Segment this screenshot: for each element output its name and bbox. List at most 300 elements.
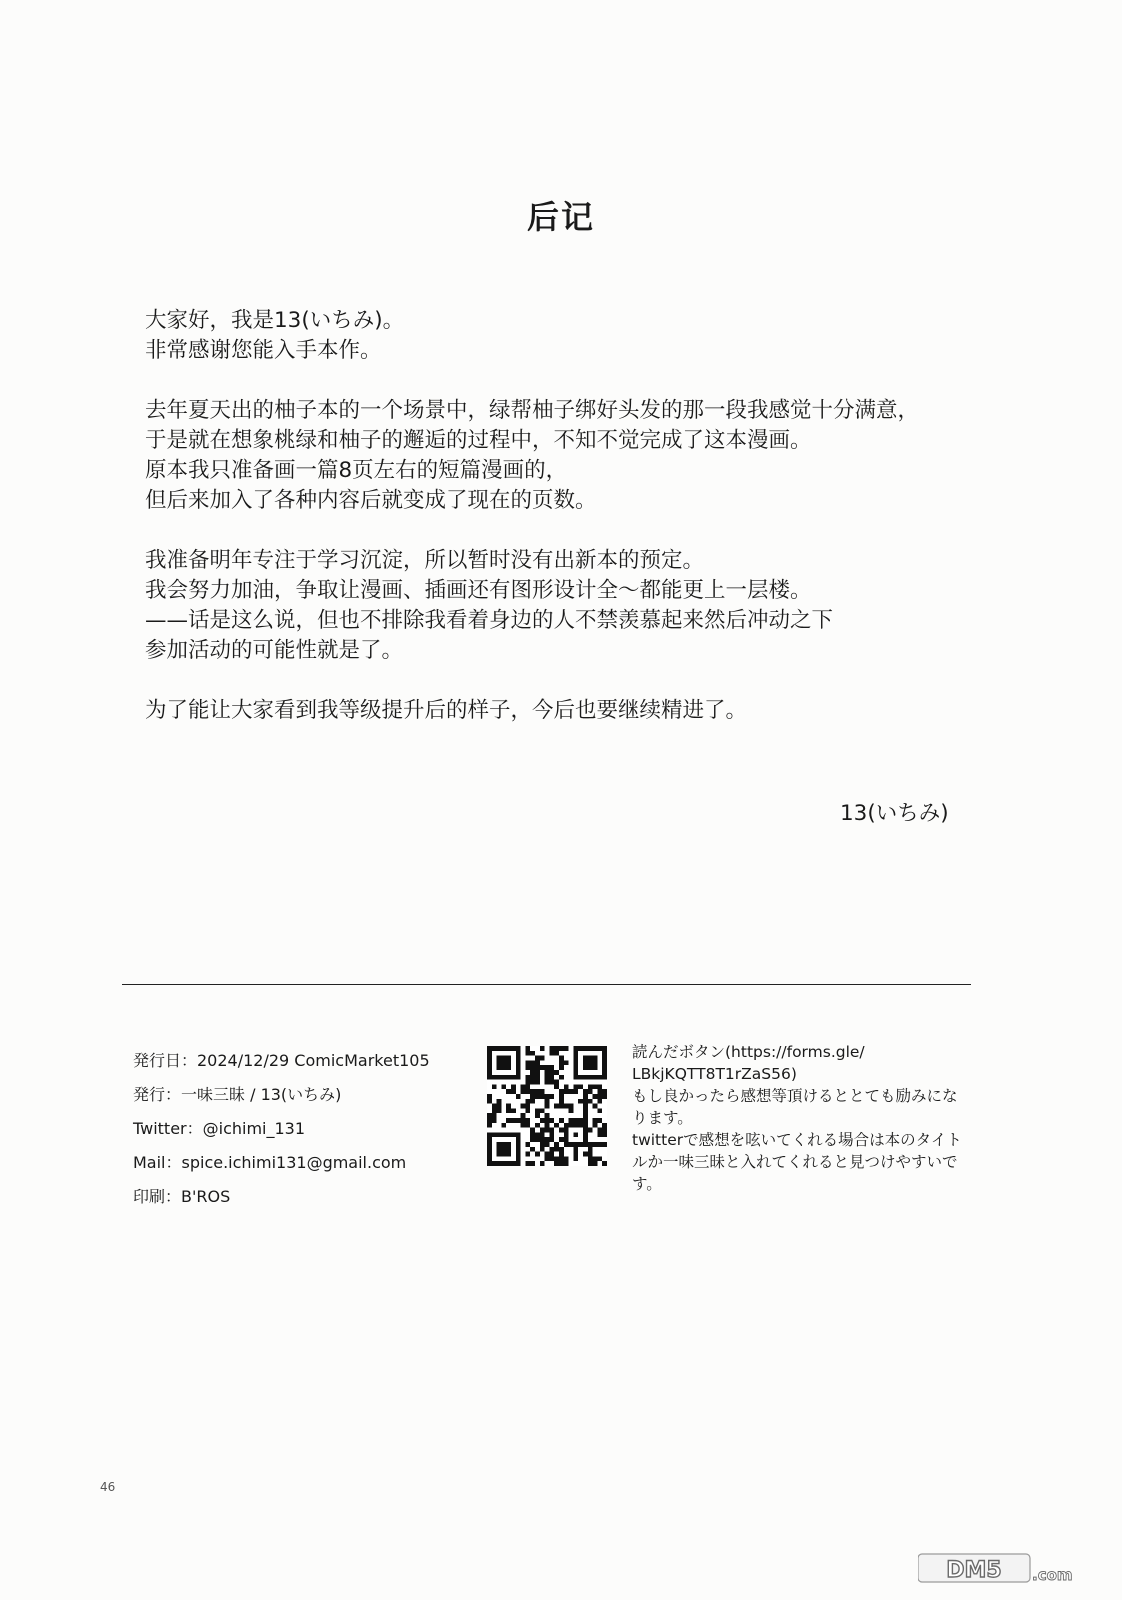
qr-module [554,1070,559,1075]
qr-module [573,1152,578,1157]
qr-module [569,1142,574,1147]
qr-module [535,1094,540,1099]
svg-text:DM5: DM5 [946,1558,1002,1583]
qr-module [545,1075,550,1080]
qr-module [540,1118,545,1123]
page-number: 46 [100,1480,116,1494]
qr-module [549,1070,554,1075]
qr-module [593,1060,598,1065]
qr-module [535,1075,540,1080]
qr-module [492,1046,497,1051]
qr-module [501,1152,506,1157]
qr-module [497,1056,502,1061]
text-line: 去年夏天出的柚子本的一个场景中，绿帮柚子绑好头发的那一段我感觉十分满意， [145,398,920,423]
qr-module [525,1161,530,1166]
qr-module [597,1075,602,1080]
qr-module [501,1142,506,1147]
qr-module [564,1142,569,1147]
qr-module [506,1142,511,1147]
qr-module [597,1046,602,1051]
qr-module [487,1152,492,1157]
qr-module [593,1046,598,1051]
text-line: 原本我只准备画一篇8页左右的短篇漫画的， [145,458,568,483]
qr-module [583,1132,588,1137]
qr-module [549,1132,554,1137]
qr-module [559,1060,564,1065]
qr-module [593,1075,598,1080]
qr-module [583,1123,588,1128]
qr-module [559,1046,564,1051]
qr-module [583,1108,588,1113]
qr-module [573,1123,578,1128]
qr-module [554,1161,559,1166]
qr-module [525,1089,530,1094]
qr-module [516,1051,521,1056]
qr-module [511,1046,516,1051]
qr-module [506,1104,511,1109]
qr-module [506,1046,511,1051]
qr-module [545,1070,550,1075]
qr-module [525,1060,530,1065]
qr-module [559,1128,564,1133]
qr-module [506,1108,511,1113]
qr-module [525,1108,530,1113]
qr-module [597,1132,602,1137]
qr-module [506,1065,511,1070]
qr-module [545,1118,550,1123]
qr-module [593,1156,598,1161]
qr-module [549,1152,554,1157]
qr-module [487,1156,492,1161]
paragraph-plans [145,546,1005,666]
qr-module [521,1104,526,1109]
qr-module [521,1084,526,1089]
qr-module [535,1132,540,1137]
qr-module [545,1099,550,1104]
qr-module [569,1104,574,1109]
text-line: 参加活动的可能性就是了。 [145,638,404,663]
qr-module [602,1056,607,1061]
feedback-line: もし良かったら感想等頂けるととても励みにな [632,1087,958,1105]
qr-module [578,1123,583,1128]
qr-module [530,1147,535,1152]
feedback-note [632,1041,992,1195]
qr-module [588,1084,593,1089]
qr-module [583,1065,588,1070]
qr-module [540,1147,545,1152]
qr-module [501,1123,506,1128]
qr-module [530,1094,535,1099]
qr-module [559,1094,564,1099]
qr-module [501,1046,506,1051]
colophon [133,1044,430,1214]
qr-module [525,1046,530,1051]
qr-module [593,1056,598,1061]
qr-module [583,1152,588,1157]
qr-module [535,1080,540,1085]
qr-module [487,1142,492,1147]
qr-module [545,1142,550,1147]
qr-module [497,1065,502,1070]
qr-module [487,1137,492,1142]
qr-module [564,1084,569,1089]
colophon-twitter: Twitter：@ichimi_131 [133,1119,306,1138]
qr-module [535,1113,540,1118]
qr-module [487,1070,492,1075]
qr-module [588,1128,593,1133]
qr-module [597,1128,602,1133]
svg-text:.com: .com [1032,1566,1073,1584]
qr-module [573,1051,578,1056]
qr-module [506,1060,511,1065]
qr-module [559,1152,564,1157]
qr-module [540,1056,545,1061]
colophon-publisher: 発行：一味三昧 / 13(いちみ) [133,1085,342,1104]
qr-module [588,1099,593,1104]
qr-module [530,1099,535,1104]
text-line: 为了能让大家看到我等级提升后的样子，今后也要继续精进了。 [145,698,748,723]
feedback-line: twitterで感想を呟いてくれる場合は本のタイト [632,1131,962,1149]
qr-module [511,1118,516,1123]
qr-module [516,1060,521,1065]
qr-module [554,1046,559,1051]
qr-module [602,1132,607,1137]
qr-module [511,1132,516,1137]
text-line: 非常感谢您能入手本作。 [145,338,382,363]
qr-module [521,1118,526,1123]
qr-module [487,1065,492,1070]
qr-module [511,1161,516,1166]
qr-module [487,1161,492,1166]
qr-module [559,1089,564,1094]
qr-module [492,1161,497,1166]
qr-module [492,1113,497,1118]
qr-module [511,1108,516,1113]
qr-module [540,1108,545,1113]
qr-module [506,1147,511,1152]
qr-module [583,1075,588,1080]
qr-module [545,1065,550,1070]
qr-module [588,1065,593,1070]
qr-module [583,1104,588,1109]
qr-module [530,1075,535,1080]
qr-module [535,1123,540,1128]
qr-module [540,1128,545,1133]
qr-module [521,1113,526,1118]
qr-module [487,1099,492,1104]
qr-module [497,1161,502,1166]
afterword-body [145,306,1005,756]
qr-module [540,1065,545,1070]
qr-module [516,1070,521,1075]
text-line: 但后来加入了各种内容后就变成了现在的页数。 [145,488,597,513]
author-signature: 13(いちみ) [840,801,949,826]
qr-module [487,1075,492,1080]
qr-module [540,1046,545,1051]
qr-module [525,1152,530,1157]
qr-module [602,1161,607,1166]
qr-module [583,1060,588,1065]
qr-module [545,1128,550,1133]
qr-module [549,1156,554,1161]
qr-module [492,1104,497,1109]
qr-module [487,1056,492,1061]
qr-module [583,1099,588,1104]
qr-module [602,1123,607,1128]
qr-module [588,1060,593,1065]
qr-module [554,1142,559,1147]
qr-module [506,1089,511,1094]
qr-module [588,1056,593,1061]
qr-module [487,1132,492,1137]
qr-module [506,1056,511,1061]
qr-module [497,1132,502,1137]
qr-module [501,1056,506,1061]
qr-module [540,1142,545,1147]
feedback-line: LBkjKQTT8T1rZaS56) [632,1065,797,1083]
qr-module [516,1065,521,1070]
qr-module [525,1118,530,1123]
qr-module [487,1060,492,1065]
qr-module [588,1152,593,1157]
qr-module [516,1046,521,1051]
qr-module [559,1161,564,1166]
qr-module [545,1123,550,1128]
qr-module [487,1123,492,1128]
qr-module [554,1156,559,1161]
qr-module [583,1113,588,1118]
qr-module [549,1128,554,1133]
qr-module [559,1056,564,1061]
qr-module [492,1108,497,1113]
paragraph-story [145,396,1005,516]
qr-module [559,1118,564,1123]
qr-module [559,1099,564,1104]
qr-module [573,1147,578,1152]
qr-module [506,1132,511,1137]
paragraph-greeting [145,306,1005,366]
qr-module [573,1060,578,1065]
qr-module [602,1046,607,1051]
qr-module [597,1084,602,1089]
qr-module [573,1056,578,1061]
qr-module [511,1075,516,1080]
qr-module [593,1123,598,1128]
qr-module [564,1132,569,1137]
qr-module [492,1084,497,1089]
qr-module [602,1128,607,1133]
qr-module [593,1094,598,1099]
qr-module [492,1132,497,1137]
qr-module [497,1142,502,1147]
qr-module [573,1089,578,1094]
qr-module [593,1161,598,1166]
qr-module [549,1147,554,1152]
qr-module [497,1060,502,1065]
qr-module [535,1060,540,1065]
qr-module [578,1142,583,1147]
text-line: 于是就在想象桃绿和柚子的邂逅的过程中，不知不觉完成了这本漫画。 [145,428,812,453]
qr-module [525,1123,530,1128]
qr-module [487,1094,492,1099]
qr-module [545,1156,550,1161]
qr-module [497,1104,502,1109]
qr-module [521,1123,526,1128]
qr-module [516,1142,521,1147]
qr-module [501,1060,506,1065]
qr-module [549,1137,554,1142]
qr-module [564,1046,569,1051]
qr-module [554,1104,559,1109]
qr-module [487,1113,492,1118]
qr-module [530,1060,535,1065]
colophon-mail: Mail：spice.ichimi131@gmail.com [133,1153,407,1172]
qr-module [573,1132,578,1137]
qr-module [573,1118,578,1123]
colophon-date: 発行日：2024/12/29 ComicMarket105 [133,1051,430,1070]
qr-module [525,1099,530,1104]
qr-module [540,1089,545,1094]
qr-module [535,1065,540,1070]
qr-module [588,1142,593,1147]
qr-module [530,1137,535,1142]
site-watermark-logo [918,1550,1088,1586]
qr-module [525,1142,530,1147]
qr-module [549,1094,554,1099]
qr-module [602,1089,607,1094]
qr-module [559,1156,564,1161]
qr-module [578,1075,583,1080]
qr-module [521,1089,526,1094]
text-line: 我会努力加油，争取让漫画、插画还有图形设计全〜都能更上一层楼。 [145,578,812,603]
qr-module [569,1108,574,1113]
qr-module [492,1118,497,1123]
qr-module [573,1156,578,1161]
qr-module [559,1065,564,1070]
qr-module [564,1128,569,1133]
qr-module [530,1132,535,1137]
qr-module [573,1070,578,1075]
qr-module [549,1051,554,1056]
qr-module [549,1075,554,1080]
qr-module [545,1080,550,1085]
qr-module [525,1075,530,1080]
qr-module [593,1118,598,1123]
qr-module [516,1147,521,1152]
qr-module [487,1046,492,1051]
qr-module [569,1089,574,1094]
qr-module [525,1051,530,1056]
text-line: 大家好，我是13(いちみ)。 [145,308,405,333]
qr-module [549,1065,554,1070]
qr-module [564,1104,569,1109]
qr-module [501,1084,506,1089]
qr-module [525,1084,530,1089]
qr-module [602,1094,607,1099]
qr-module [516,1152,521,1157]
qr-module [487,1051,492,1056]
qr-code-icon[interactable] [487,1046,607,1166]
qr-module [573,1075,578,1080]
qr-module [597,1089,602,1094]
qr-module [530,1080,535,1085]
qr-module [564,1123,569,1128]
qr-module [583,1094,588,1099]
feedback-line: す。 [632,1175,662,1193]
qr-module [564,1161,569,1166]
qr-module [559,1137,564,1142]
qr-module [559,1104,564,1109]
qr-module [593,1065,598,1070]
qr-module [492,1075,497,1080]
qr-module [602,1070,607,1075]
qr-module [549,1080,554,1085]
qr-module [559,1147,564,1152]
qr-module [583,1137,588,1142]
qr-module [497,1152,502,1157]
qr-module [506,1075,511,1080]
qr-module [559,1075,564,1080]
text-line: 我准备明年专注于学习沉淀，所以暂时没有出新本的预定。 [145,548,705,573]
qr-module [597,1156,602,1161]
qr-module [501,1065,506,1070]
qr-module [554,1051,559,1056]
qr-module [554,1123,559,1128]
qr-module [516,1118,521,1123]
qr-module [583,1118,588,1123]
qr-module [545,1094,550,1099]
qr-module [511,1084,516,1089]
feedback-line: ります。 [632,1109,693,1127]
qr-module [554,1147,559,1152]
qr-module [506,1152,511,1157]
qr-module [573,1065,578,1070]
qr-module [554,1080,559,1085]
qr-module [602,1075,607,1080]
qr-module [573,1142,578,1147]
qr-module [602,1142,607,1147]
qr-module [583,1128,588,1133]
qr-module [535,1089,540,1094]
qr-module [554,1084,559,1089]
qr-module [535,1137,540,1142]
qr-module [569,1123,574,1128]
qr-module [588,1089,593,1094]
qr-module [564,1137,569,1142]
page-title: 后记 [526,198,595,236]
feedback-line: 読んだボタン(https://forms.gle/ [632,1043,865,1061]
qr-module [530,1089,535,1094]
qr-module [593,1084,598,1089]
qr-module [497,1075,502,1080]
qr-module [530,1070,535,1075]
paragraph-closing [145,696,1005,726]
colophon-printer: 印刷：B'ROS [133,1187,231,1206]
qr-module [549,1118,554,1123]
qr-module [597,1094,602,1099]
qr-module [588,1046,593,1051]
qr-module [597,1118,602,1123]
qr-module [497,1046,502,1051]
qr-module [578,1099,583,1104]
qr-module [530,1051,535,1056]
qr-module [516,1137,521,1142]
qr-module [549,1046,554,1051]
qr-module [497,1108,502,1113]
qr-module [588,1161,593,1166]
qr-module [593,1104,598,1109]
qr-module [540,1094,545,1099]
